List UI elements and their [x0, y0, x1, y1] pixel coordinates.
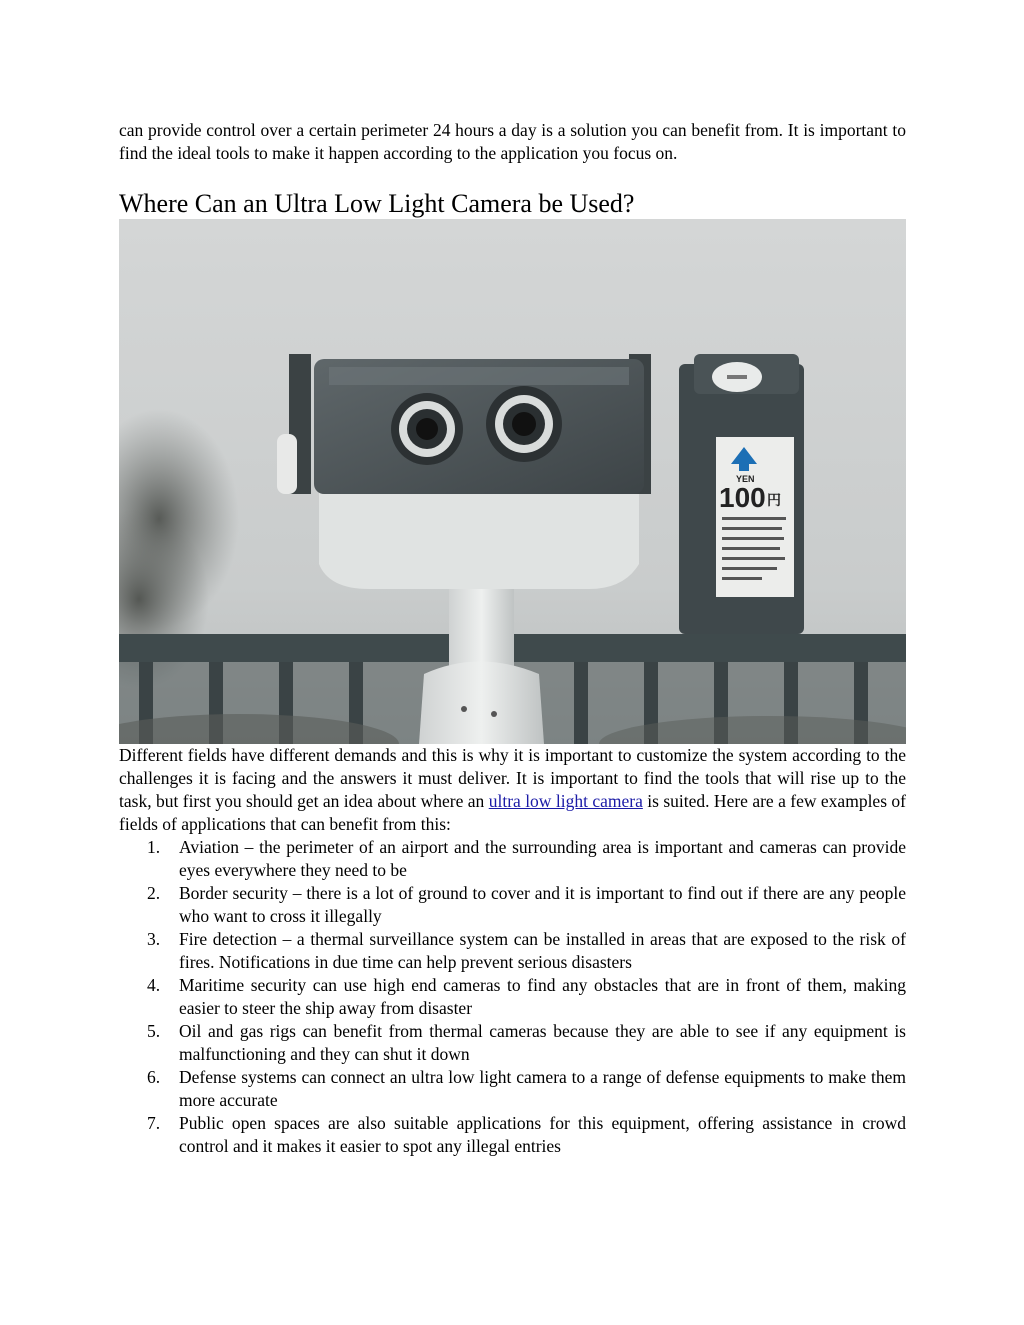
list-item-number: 4. [147, 975, 161, 995]
list-item-text: Defense systems can connect an ultra low light camera to a range of defense equipments to make them more accurate [179, 1067, 906, 1110]
list-item-text: Aviation – the perimeter of an airport and the surrounding area is important and cameras can provide eyes everywhere they need to be [179, 837, 906, 880]
list-item [119, 1020, 906, 1066]
list-item-text: Maritime security can use high end cameras to find any obstacles that are in front of them, making easier to steer the ship away from disaster [179, 975, 906, 1018]
list-item-number: 1. [147, 837, 161, 857]
list-item [119, 1066, 906, 1112]
binocular-viewer-photo [119, 219, 906, 744]
ultra-low-light-camera-link[interactable]: ultra low light camera [488, 791, 643, 811]
list-item-number: 6. [147, 1067, 161, 1087]
paragraph-text-before-link: Different fields have different demands and this is why it is important to customize the system according to the challenges it is facing and the answers it must deliver. It is important to find the tools that will rise up to the task, but first you should get an idea about where an [119, 745, 906, 811]
list-item-number: 2. [147, 883, 161, 903]
section-heading: Where Can an Ultra Low Light Camera be Used? [119, 189, 635, 218]
list-item [119, 882, 906, 928]
sign-yen-kanji: 円 [767, 493, 781, 509]
body-section [119, 744, 906, 1158]
list-item-number: 3. [147, 929, 161, 949]
paragraph-text-after-link: is suited. Here are a few examples of fields of applications that can benefit from this: [119, 791, 906, 834]
list-item [119, 1112, 906, 1158]
intro-paragraph: can provide control over a certain perimeter 24 hours a day is a solution you can benefit from. It is important to find the ideal tools to make it happen according to the application you focus on. [119, 120, 906, 163]
list-item-number: 7. [147, 1113, 161, 1133]
list-item-number: 5. [147, 1021, 161, 1041]
list-item [119, 974, 906, 1020]
sign-yen-label: YEN [736, 474, 755, 484]
list-item-text: Public open spaces are also suitable applications for this equipment, offering assistance in crowd control and it makes it easier to spot any illegal entries [179, 1113, 906, 1156]
applications-list [119, 836, 906, 1158]
list-item-text: Border security – there is a lot of ground to cover and it is important to find out if there are any people who want to cross it illegally [179, 883, 906, 926]
list-item [119, 836, 906, 882]
list-item [119, 928, 906, 974]
list-item-text: Oil and gas rigs can benefit from thermal cameras because they are able to see if any equipment is malfunctioning and they can shut it down [179, 1021, 906, 1064]
body-paragraph [119, 744, 906, 836]
list-item-text: Fire detection – a thermal surveillance system can be installed in areas that are exposed to the risk of fires. Notifications in due time can help prevent serious disasters [179, 929, 906, 972]
sign-price: 100 [719, 482, 766, 513]
